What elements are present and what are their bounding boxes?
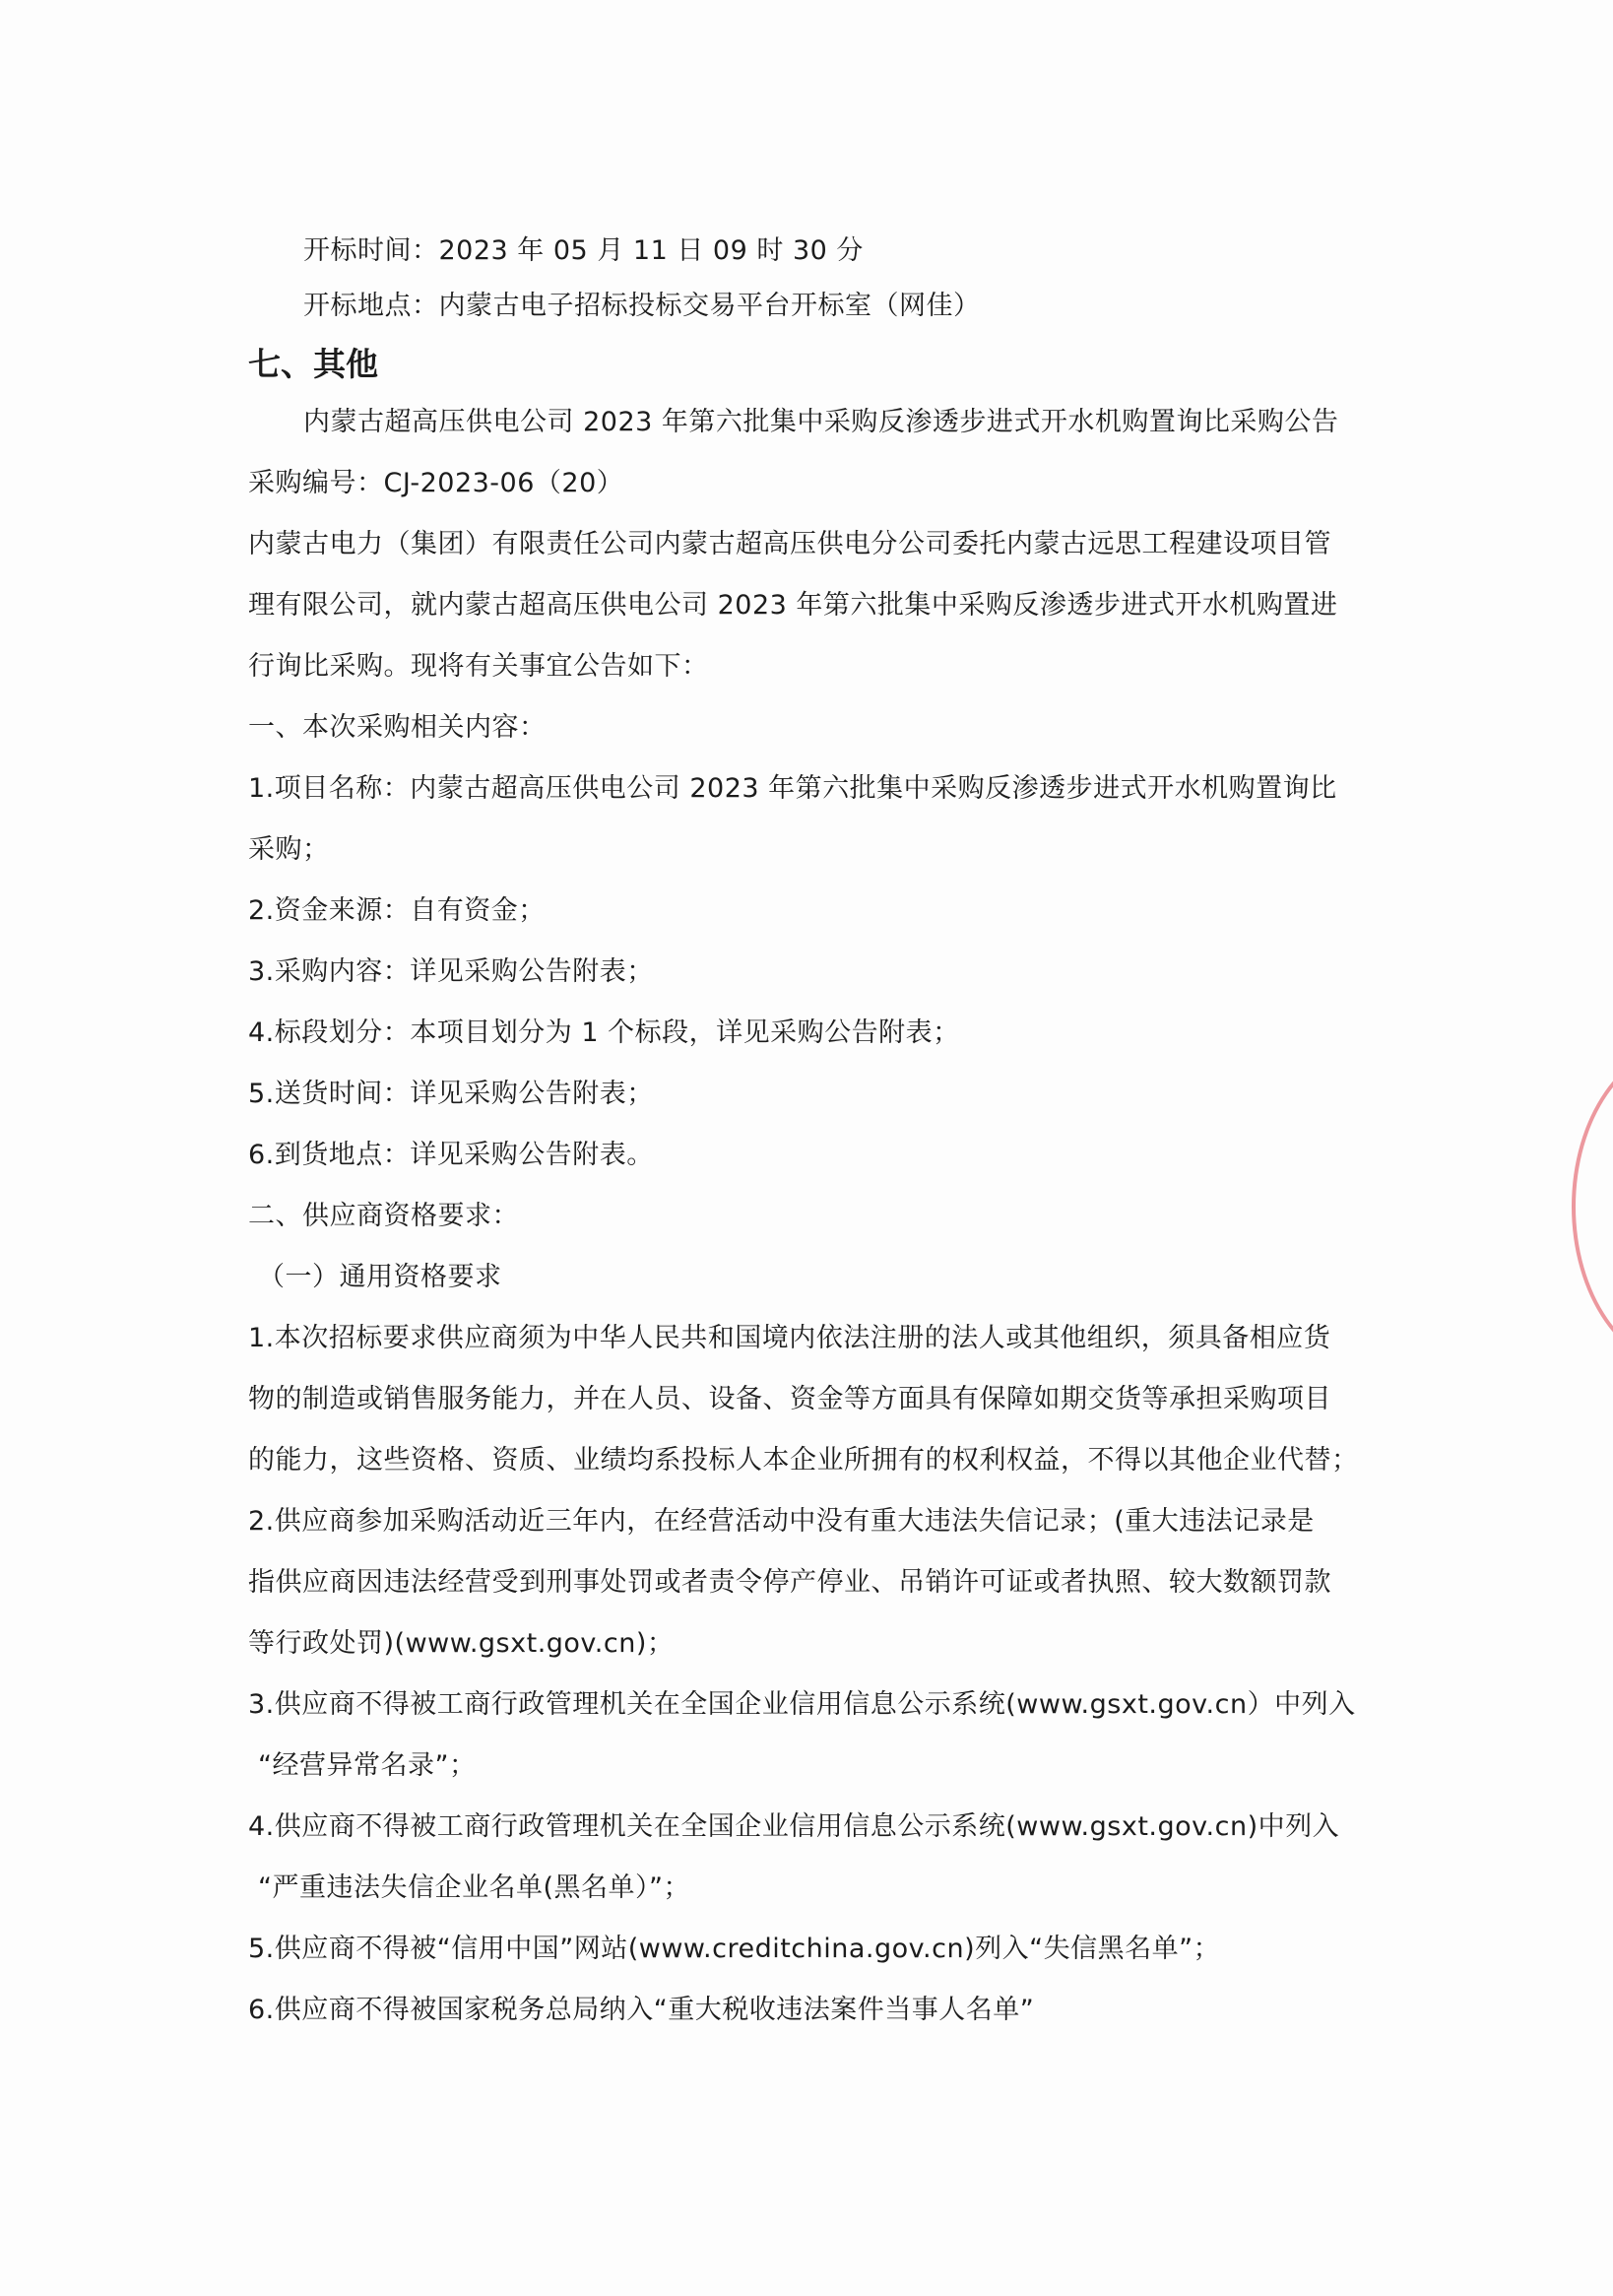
item-lot-division: 4.标段划分：本项目划分为 1 个标段，详见采购公告附表； — [248, 1017, 960, 1048]
section-heading-other: 七、其他 — [248, 345, 378, 383]
official-seal-stamp — [1572, 1044, 1613, 1379]
paragraph-line: 内蒙古电力（集团）有限责任公司内蒙古超高压供电分公司委托内蒙古远思工程建设项目管 — [248, 529, 1331, 559]
opening-time: 开标时间：2023 年 05 月 11 日 09 时 30 分 — [303, 235, 864, 266]
requirement-line: 1.本次招标要求供应商须为中华人民共和国境内依法注册的法人或其他组织，须具备相应货 — [248, 1323, 1331, 1353]
seal-ring — [1572, 1044, 1613, 1369]
requirement-line: 2.供应商参加采购活动近三年内，在经营活动中没有重大违法失信记录；(重大违法记录是 — [248, 1506, 1315, 1537]
requirement-line: 3.供应商不得被工商行政管理机关在全国企业信用信息公示系统(www.gsxt.gov.cn）中列入 — [248, 1689, 1356, 1720]
item-project-name-cont: 采购； — [248, 834, 330, 865]
item-delivery-location: 6.到货地点：详见采购公告附表。 — [248, 1140, 654, 1170]
requirement-line: 5.供应商不得被“信用中国”网站(www.creditchina.gov.cn)列入“失信黑名单”； — [248, 1934, 1221, 1964]
requirement-line: 的能力，这些资格、资质、业绩均系投标人本企业所拥有的权利权益，不得以其他企业代替； — [248, 1445, 1359, 1476]
requirement-line: 4.供应商不得被工商行政管理机关在全国企业信用信息公示系统(www.gsxt.gov.cn)中列入 — [248, 1811, 1340, 1842]
requirement-line: 指供应商因违法经营受到刑事处罚或者责令停产停业、吊销许可证或者执照、较大数额罚款 — [248, 1567, 1331, 1598]
opening-location: 开标地点：内蒙古电子招标投标交易平台开标室（网佳） — [303, 291, 981, 321]
item-delivery-time: 5.送货时间：详见采购公告附表； — [248, 1079, 654, 1109]
item-funding-source: 2.资金来源：自有资金； — [248, 895, 546, 926]
item-procurement-content: 3.采购内容：详见采购公告附表； — [248, 956, 654, 987]
item-project-name: 1.项目名称：内蒙古超高压供电公司 2023 年第六批集中采购反渗透步进式开水机购置询比 — [248, 773, 1337, 804]
requirement-line: 等行政处罚)(www.gsxt.gov.cn)； — [248, 1628, 675, 1659]
paragraph-line: 行询比采购。现将有关事宜公告如下： — [248, 651, 709, 682]
document-body — [248, 234, 1361, 2055]
requirement-line: “经营异常名录”； — [258, 1750, 477, 1781]
requirement-line: 物的制造或销售服务能力，并在人员、设备、资金等方面具有保障如期交货等承担采购项目 — [248, 1384, 1331, 1414]
subsection-general-requirements: （一）通用资格要求 — [258, 1262, 502, 1292]
section-heading-content: 一、本次采购相关内容： — [248, 712, 547, 743]
notice-title: 内蒙古超高压供电公司 2023 年第六批集中采购反渗透步进式开水机购置询比采购公告 — [303, 407, 1339, 437]
paragraph-line: 理有限公司，就内蒙古超高压供电公司 2023 年第六批集中采购反渗透步进式开水机购置进 — [248, 590, 1338, 621]
requirement-line: 6.供应商不得被国家税务总局纳入“重大税收违法案件当事人名单” — [248, 1995, 1035, 2025]
requirement-line: “严重违法失信企业名单(黑名单）”； — [258, 1872, 691, 1903]
procurement-number: 采购编号：CJ-2023-06（20） — [248, 468, 624, 498]
section-heading-qualifications: 二、供应商资格要求： — [248, 1201, 519, 1231]
